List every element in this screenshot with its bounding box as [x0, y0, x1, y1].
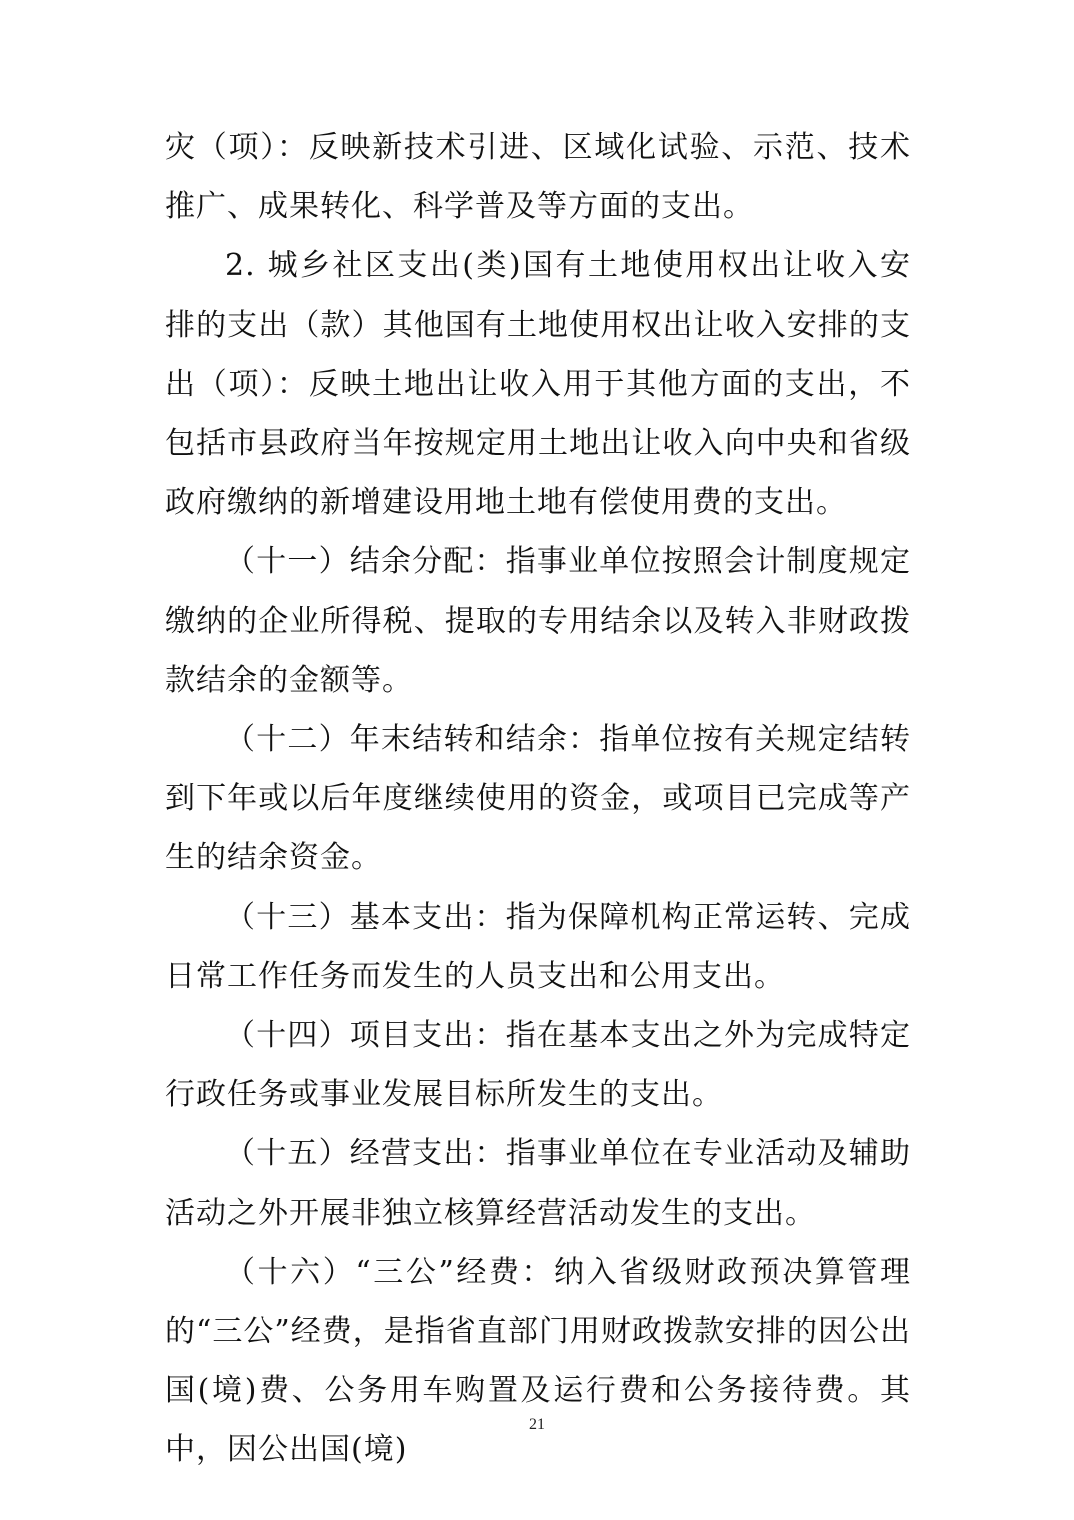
paragraph-section-16: （十六）“三公”经费：纳入省级财政预决算管理的“三公”经费，是指省直部门用财政拨款安排的因公出国(境)费、公务用车购置及运行费和公务接待费。其中，因公出国(境): [165, 1254, 911, 1468]
paragraph-section-14: （十四）项目支出：指在基本支出之外为完成特定行政任务或事业发展目标所发生的支出。: [165, 1018, 911, 1113]
document-body: [165, 118, 911, 1480]
paragraph-section-11: （十一）结余分配：指事业单位按照会计制度规定缴纳的企业所得税、提取的专用结余以及转入非财政拨款结余的金额等。: [165, 544, 911, 698]
page-number: 21: [529, 1416, 545, 1433]
paragraph-item-2: 2. 城乡社区支出(类)国有土地使用权出让收入安排的支出（款）其他国有土地使用权出让收入安排的支出（项）：反映土地出让收入用于其他方面的支出，不包括市县政府当年按规定用土地出让收入向中央和省级政府缴纳的新增建设用地土地有偿使用费的支出。: [165, 248, 911, 521]
paragraph-section-15: （十五）经营支出：指事业单位在专业活动及辅助活动之外开展非独立核算经营活动发生的支出。: [165, 1136, 911, 1231]
paragraph-section-12: （十二）年末结转和结余：指单位按有关规定结转到下年或以后年度继续使用的资金，或项目已完成等产生的结余资金。: [165, 722, 911, 876]
paragraph-continuation: 灾（项）：反映新技术引进、区域化试验、示范、技术推广、成果转化、科学普及等方面的支出。: [165, 130, 911, 225]
paragraph-section-13: （十三）基本支出：指为保障机构正常运转、完成日常工作任务而发生的人员支出和公用支出。: [165, 899, 911, 994]
